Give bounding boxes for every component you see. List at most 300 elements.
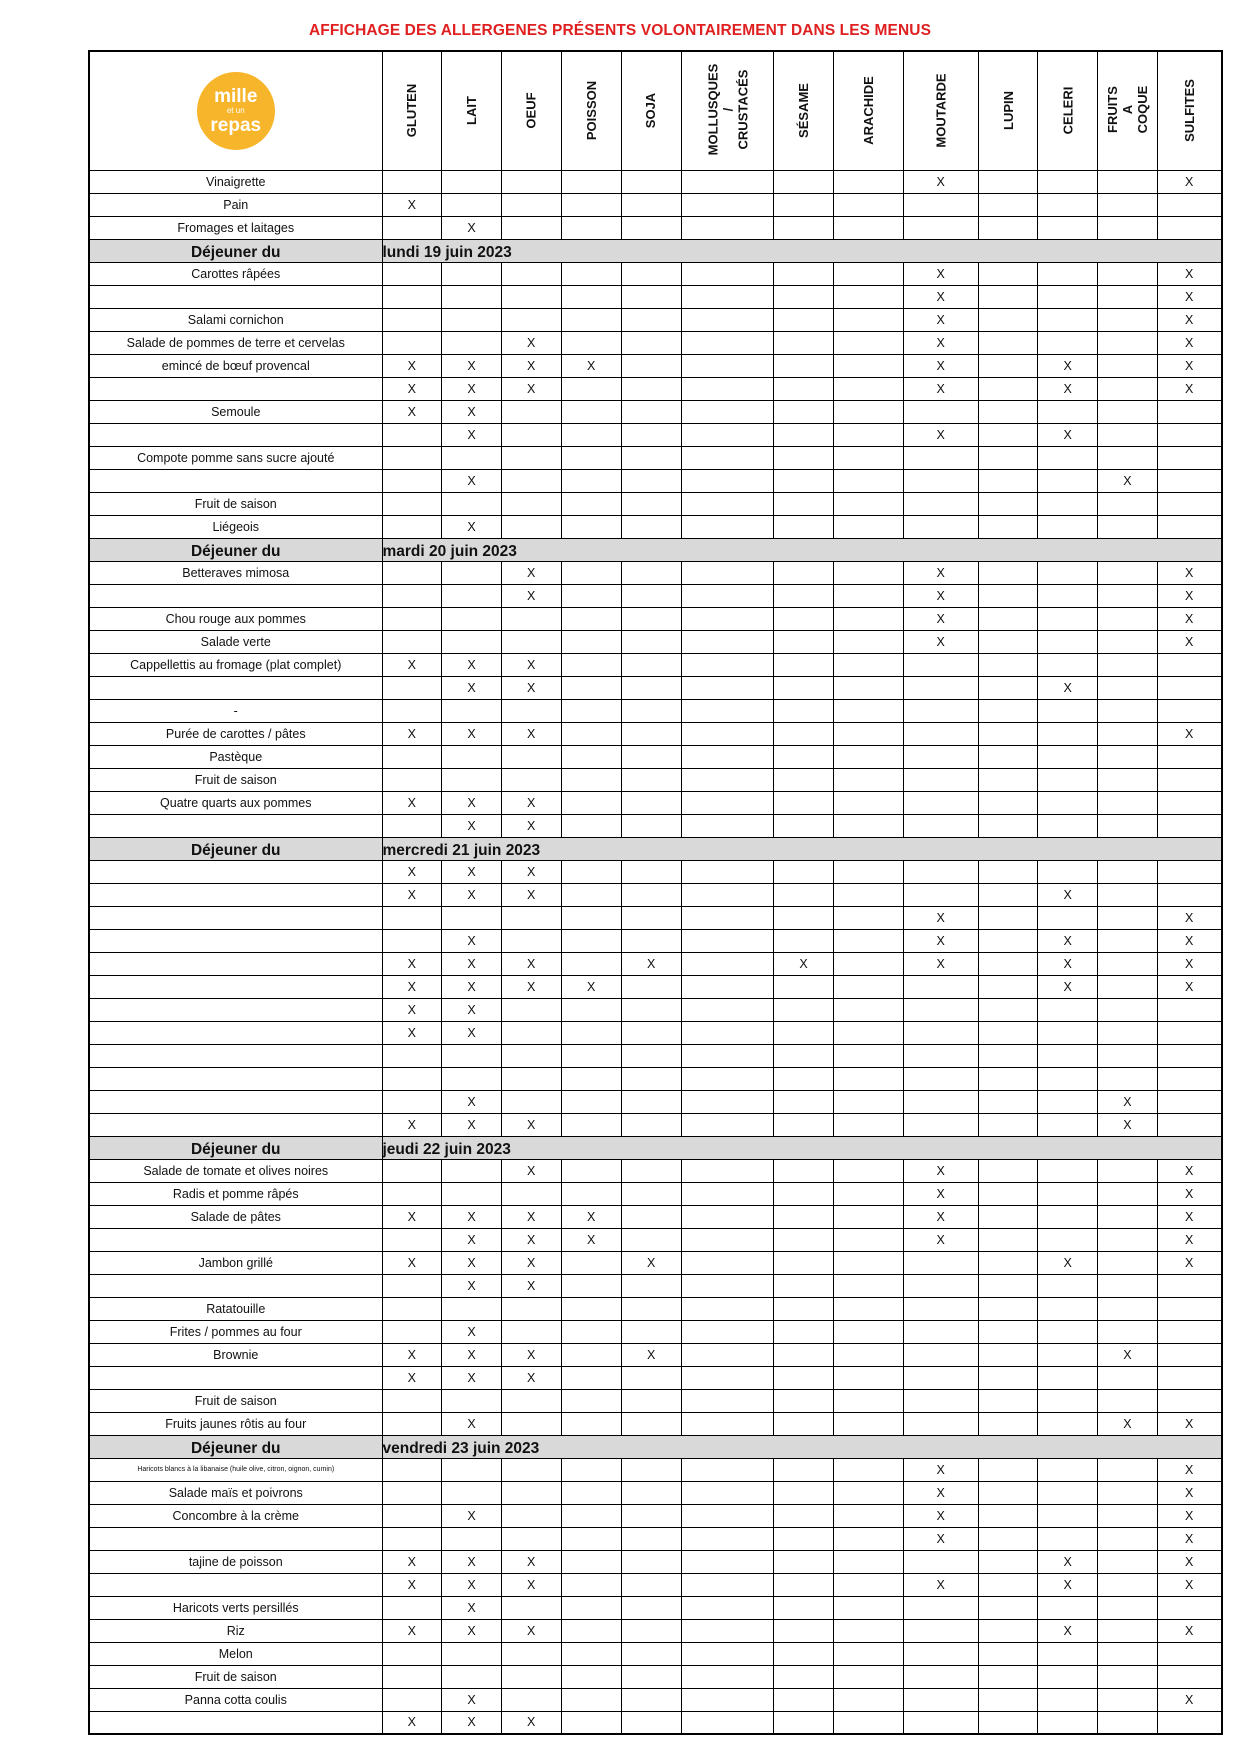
allergen-cell: X [1157, 1251, 1221, 1274]
allergen-cell [1098, 860, 1158, 883]
table-row [89, 1228, 1222, 1251]
allergen-cell [1038, 814, 1098, 837]
allergen-cell [774, 262, 834, 285]
allergen-cell [621, 262, 681, 285]
allergen-cell: X [501, 952, 561, 975]
allergen-cell [621, 1205, 681, 1228]
allergen-cell: X [501, 1205, 561, 1228]
allergen-cell [621, 1642, 681, 1665]
allergen-cell [903, 216, 978, 239]
allergen-cell [833, 1665, 903, 1688]
allergen-cell: X [501, 1366, 561, 1389]
allergen-cell [774, 1366, 834, 1389]
table-row [89, 1481, 1222, 1504]
allergen-cell [1038, 607, 1098, 630]
allergen-cell [978, 1389, 1038, 1412]
allergen-cell [978, 1297, 1038, 1320]
allergen-cell: X [442, 952, 502, 975]
allergen-cell [978, 1550, 1038, 1573]
allergen-cell [561, 1504, 621, 1527]
allergen-cell [501, 515, 561, 538]
dish-name: Riz [89, 1619, 382, 1642]
allergen-cell [774, 354, 834, 377]
allergen-cell [681, 699, 774, 722]
allergen-cell [382, 584, 442, 607]
allergen-cell: X [1038, 929, 1098, 952]
allergen-cell [382, 1642, 442, 1665]
day-section-header [89, 1435, 1222, 1458]
allergen-cell [833, 1412, 903, 1435]
allergen-cell: X [903, 630, 978, 653]
allergen-cell [621, 1021, 681, 1044]
allergen-cell: X [1157, 354, 1221, 377]
table-row [89, 1642, 1222, 1665]
allergen-cell [621, 446, 681, 469]
dish-name: Fruit de saison [89, 492, 382, 515]
allergen-cell [621, 1527, 681, 1550]
allergen-cell [1038, 1366, 1098, 1389]
allergen-cell [1038, 1297, 1098, 1320]
allergen-cell: X [1157, 1458, 1221, 1481]
allergen-header [1157, 51, 1221, 170]
allergen-cell [1098, 515, 1158, 538]
allergen-cell: X [382, 1550, 442, 1573]
allergen-cell: X [1157, 1228, 1221, 1251]
allergen-cell: X [382, 1113, 442, 1136]
allergen-header [1098, 51, 1158, 170]
allergen-cell [903, 998, 978, 1021]
table-row [89, 1182, 1222, 1205]
allergen-cell [833, 193, 903, 216]
allergen-label: MOUTARDE [933, 73, 949, 148]
allergen-cell [1157, 745, 1221, 768]
allergen-header [978, 51, 1038, 170]
allergen-cell [1157, 699, 1221, 722]
allergen-cell [1038, 170, 1098, 193]
allergen-cell [1038, 1642, 1098, 1665]
allergen-cell [501, 1527, 561, 1550]
allergen-cell: X [1038, 1619, 1098, 1642]
table-row [89, 400, 1222, 423]
allergen-cell [1157, 860, 1221, 883]
allergen-cell [978, 860, 1038, 883]
allergen-cell [681, 285, 774, 308]
allergen-cell: X [442, 975, 502, 998]
allergen-cell: X [903, 929, 978, 952]
allergen-cell [833, 1688, 903, 1711]
allergen-cell [1157, 400, 1221, 423]
allergen-cell: X [501, 377, 561, 400]
allergen-cell [621, 1412, 681, 1435]
allergen-cell [681, 1067, 774, 1090]
allergen-cell [774, 400, 834, 423]
dish-name: Carottes râpées [89, 262, 382, 285]
allergen-cell [1098, 216, 1158, 239]
allergen-cell [1038, 492, 1098, 515]
allergen-cell [833, 1389, 903, 1412]
dish-name: Pastèque [89, 745, 382, 768]
allergen-cell [681, 492, 774, 515]
allergen-cell [561, 1665, 621, 1688]
allergen-cell [621, 423, 681, 446]
dish-name: Jambon grillé [89, 1251, 382, 1274]
allergen-cell [1157, 1665, 1221, 1688]
section-date: lundi 19 juin 2023 [382, 239, 1222, 262]
allergen-cell [621, 285, 681, 308]
allergen-cell [1098, 1389, 1158, 1412]
table-row [89, 216, 1222, 239]
dish-name [89, 1274, 382, 1297]
allergen-cell [903, 1596, 978, 1619]
allergen-cell [442, 331, 502, 354]
allergen-cell: X [442, 423, 502, 446]
allergen-cell [561, 768, 621, 791]
allergen-cell: X [1098, 1343, 1158, 1366]
allergen-cell [621, 630, 681, 653]
allergen-cell [774, 722, 834, 745]
allergen-cell [1038, 515, 1098, 538]
allergen-cell [501, 1021, 561, 1044]
allergen-cell [978, 515, 1038, 538]
allergen-cell [621, 331, 681, 354]
allergen-cell [978, 262, 1038, 285]
logo-line-3: repas [210, 114, 262, 136]
allergen-cell [1038, 1320, 1098, 1343]
allergen-cell [774, 584, 834, 607]
allergen-label: ARACHIDE [860, 75, 876, 145]
allergen-cell [833, 998, 903, 1021]
allergen-cell: X [501, 1550, 561, 1573]
table-row [89, 285, 1222, 308]
allergen-cell [561, 584, 621, 607]
allergen-cell: X [442, 1504, 502, 1527]
allergen-cell [621, 745, 681, 768]
allergen-cell: X [903, 285, 978, 308]
allergen-cell [442, 630, 502, 653]
allergen-cell [774, 331, 834, 354]
allergen-cell [501, 400, 561, 423]
allergen-cell [774, 1320, 834, 1343]
allergen-cell [561, 515, 621, 538]
allergen-cell [561, 1159, 621, 1182]
allergen-cell [561, 883, 621, 906]
allergen-cell [681, 584, 774, 607]
allergen-cell [621, 791, 681, 814]
allergen-cell: X [1157, 262, 1221, 285]
allergen-cell [978, 1642, 1038, 1665]
allergen-cell [833, 929, 903, 952]
allergen-cell: X [1157, 1412, 1221, 1435]
allergen-cell: X [501, 883, 561, 906]
allergen-cell: X [442, 354, 502, 377]
mille-et-un-repas-logo [197, 72, 275, 150]
dish-name: Melon [89, 1642, 382, 1665]
page-title: AFFICHAGE DES ALLERGENES PRÉSENTS VOLONTAIREMENT DANS LES MENUS [308, 22, 932, 39]
allergen-cell [621, 1596, 681, 1619]
allergen-table [88, 50, 1223, 1735]
allergen-cell [561, 653, 621, 676]
allergen-cell [382, 1044, 442, 1067]
allergen-cell [1098, 1182, 1158, 1205]
allergen-cell [1098, 1527, 1158, 1550]
allergen-cell [442, 1044, 502, 1067]
allergen-cell [903, 745, 978, 768]
table-row [89, 883, 1222, 906]
allergen-cell [774, 1090, 834, 1113]
allergen-cell [774, 1113, 834, 1136]
allergen-cell [621, 584, 681, 607]
allergen-cell [1157, 1642, 1221, 1665]
allergen-cell [833, 1550, 903, 1573]
table-row [89, 170, 1222, 193]
allergen-cell [442, 1665, 502, 1688]
allergen-cell [1038, 1205, 1098, 1228]
dish-name: Fruit de saison [89, 1389, 382, 1412]
allergen-cell [774, 1044, 834, 1067]
allergen-cell: X [501, 331, 561, 354]
allergen-cell [833, 1090, 903, 1113]
allergen-cell [978, 745, 1038, 768]
allergen-cell: X [1157, 1527, 1221, 1550]
allergen-cell [833, 170, 903, 193]
allergen-cell: X [621, 952, 681, 975]
dish-name [89, 1067, 382, 1090]
allergen-cell [501, 492, 561, 515]
allergen-cell [681, 193, 774, 216]
allergen-cell [1038, 469, 1098, 492]
allergen-cell: X [442, 791, 502, 814]
allergen-cell [774, 377, 834, 400]
allergen-cell [833, 1113, 903, 1136]
allergen-cell [774, 1550, 834, 1573]
table-row [89, 630, 1222, 653]
allergen-cell [1038, 561, 1098, 584]
allergen-cell: X [382, 1711, 442, 1734]
allergen-cell [681, 1504, 774, 1527]
allergen-cell [681, 170, 774, 193]
allergen-cell [774, 1297, 834, 1320]
allergen-cell [561, 1412, 621, 1435]
allergen-cell: X [903, 607, 978, 630]
allergen-cell: X [442, 998, 502, 1021]
allergen-cell: X [561, 975, 621, 998]
section-date: vendredi 23 juin 2023 [382, 1435, 1222, 1458]
allergen-cell [681, 676, 774, 699]
allergen-cell [501, 768, 561, 791]
allergen-cell [903, 768, 978, 791]
allergen-cell [382, 814, 442, 837]
dish-name: Fruit de saison [89, 768, 382, 791]
allergen-cell [442, 446, 502, 469]
table-row [89, 515, 1222, 538]
allergen-cell [1038, 308, 1098, 331]
allergen-cell [1038, 768, 1098, 791]
allergen-cell [501, 1458, 561, 1481]
allergen-cell [903, 1297, 978, 1320]
allergen-cell [1038, 1113, 1098, 1136]
table-row [89, 929, 1222, 952]
table-row [89, 1343, 1222, 1366]
allergen-cell [833, 1642, 903, 1665]
allergen-cell: X [501, 1159, 561, 1182]
allergen-cell: X [501, 1711, 561, 1734]
allergen-cell [903, 1389, 978, 1412]
allergen-cell [621, 607, 681, 630]
allergen-cell: X [1157, 170, 1221, 193]
allergen-cell [561, 998, 621, 1021]
allergen-cell [978, 1343, 1038, 1366]
allergen-cell [978, 1504, 1038, 1527]
allergen-label: OEUF [523, 92, 539, 129]
allergen-cell [833, 607, 903, 630]
allergen-cell [561, 906, 621, 929]
allergen-header [833, 51, 903, 170]
allergen-cell [382, 745, 442, 768]
allergen-cell [501, 630, 561, 653]
allergen-cell: X [442, 469, 502, 492]
allergen-cell [903, 446, 978, 469]
allergen-cell [382, 1159, 442, 1182]
allergen-cell [561, 331, 621, 354]
allergen-cell [681, 1458, 774, 1481]
allergen-cell [1098, 1619, 1158, 1642]
allergen-cell: X [903, 1228, 978, 1251]
allergen-cell: X [501, 354, 561, 377]
allergen-cell [1157, 1044, 1221, 1067]
dish-name: Semoule [89, 400, 382, 423]
logo-line-2: et un [226, 105, 245, 115]
allergen-cell [561, 1021, 621, 1044]
allergen-cell: X [442, 1412, 502, 1435]
allergen-cell [978, 1021, 1038, 1044]
allergen-cell [561, 929, 621, 952]
table-row [89, 676, 1222, 699]
allergen-cell [833, 1711, 903, 1734]
allergen-cell [978, 975, 1038, 998]
allergen-cell [833, 1458, 903, 1481]
allergen-cell: X [1157, 561, 1221, 584]
allergen-header [382, 51, 442, 170]
allergen-cell [561, 1366, 621, 1389]
allergen-cell [1098, 791, 1158, 814]
table-row [89, 1711, 1222, 1734]
table-row [89, 1044, 1222, 1067]
allergen-cell [681, 354, 774, 377]
allergen-cell [561, 860, 621, 883]
allergen-cell: X [501, 1573, 561, 1596]
allergen-cell [561, 492, 621, 515]
allergen-cell [501, 1642, 561, 1665]
allergen-cell: X [442, 1366, 502, 1389]
allergen-cell [561, 1550, 621, 1573]
allergen-cell [1157, 768, 1221, 791]
dish-name [89, 584, 382, 607]
allergen-cell [903, 1251, 978, 1274]
table-row [89, 561, 1222, 584]
allergen-cell [833, 1320, 903, 1343]
allergen-cell [1098, 1297, 1158, 1320]
dish-name [89, 1527, 382, 1550]
table-row [89, 906, 1222, 929]
allergen-cell [382, 1067, 442, 1090]
allergen-cell [1038, 1412, 1098, 1435]
allergen-cell [833, 1021, 903, 1044]
allergen-cell [501, 745, 561, 768]
table-row [89, 492, 1222, 515]
allergen-cell [621, 1389, 681, 1412]
allergen-cell: X [442, 216, 502, 239]
allergen-cell [1098, 929, 1158, 952]
allergen-cell [978, 676, 1038, 699]
dish-name: Betteraves mimosa [89, 561, 382, 584]
allergen-cell [978, 170, 1038, 193]
dish-name: Compote pomme sans sucre ajouté [89, 446, 382, 469]
allergen-cell: X [442, 1343, 502, 1366]
allergen-cell [561, 285, 621, 308]
allergen-cell: X [1157, 1573, 1221, 1596]
allergen-cell [1157, 423, 1221, 446]
allergen-cell [621, 1320, 681, 1343]
allergen-cell [1157, 446, 1221, 469]
allergen-cell [382, 1182, 442, 1205]
allergen-cell [833, 262, 903, 285]
table-row [89, 860, 1222, 883]
allergen-cell [621, 722, 681, 745]
allergen-cell: X [1038, 354, 1098, 377]
allergen-cell [382, 1412, 442, 1435]
allergen-cell [1038, 745, 1098, 768]
allergen-cell: X [442, 929, 502, 952]
allergen-header [774, 51, 834, 170]
allergen-cell [382, 699, 442, 722]
allergen-cell: X [442, 1320, 502, 1343]
allergen-cell [903, 860, 978, 883]
allergen-cell [774, 814, 834, 837]
allergen-cell [561, 722, 621, 745]
allergen-cell [501, 446, 561, 469]
allergen-cell [1098, 699, 1158, 722]
allergen-cell [833, 492, 903, 515]
dish-name [89, 1573, 382, 1596]
allergen-cell [681, 975, 774, 998]
allergen-cell [978, 1481, 1038, 1504]
allergen-cell [382, 1527, 442, 1550]
allergen-cell [1038, 906, 1098, 929]
allergen-cell [681, 1090, 774, 1113]
allergen-cell [442, 308, 502, 331]
allergen-header [442, 51, 502, 170]
allergen-cell [1038, 1228, 1098, 1251]
allergen-cell: X [903, 584, 978, 607]
allergen-cell [1098, 1205, 1158, 1228]
allergen-cell [1038, 193, 1098, 216]
allergen-cell [501, 170, 561, 193]
allergen-cell: X [1157, 1504, 1221, 1527]
allergen-cell [621, 1504, 681, 1527]
allergen-cell: X [1038, 1550, 1098, 1573]
allergen-cell [1098, 170, 1158, 193]
allergen-cell: X [903, 1159, 978, 1182]
allergen-cell [774, 1642, 834, 1665]
allergen-cell [382, 469, 442, 492]
allergen-cell: X [903, 354, 978, 377]
allergen-cell [1157, 883, 1221, 906]
dish-name [89, 1044, 382, 1067]
allergen-cell [501, 1389, 561, 1412]
allergen-cell [382, 1090, 442, 1113]
allergen-cell [1098, 952, 1158, 975]
allergen-cell [1157, 1320, 1221, 1343]
